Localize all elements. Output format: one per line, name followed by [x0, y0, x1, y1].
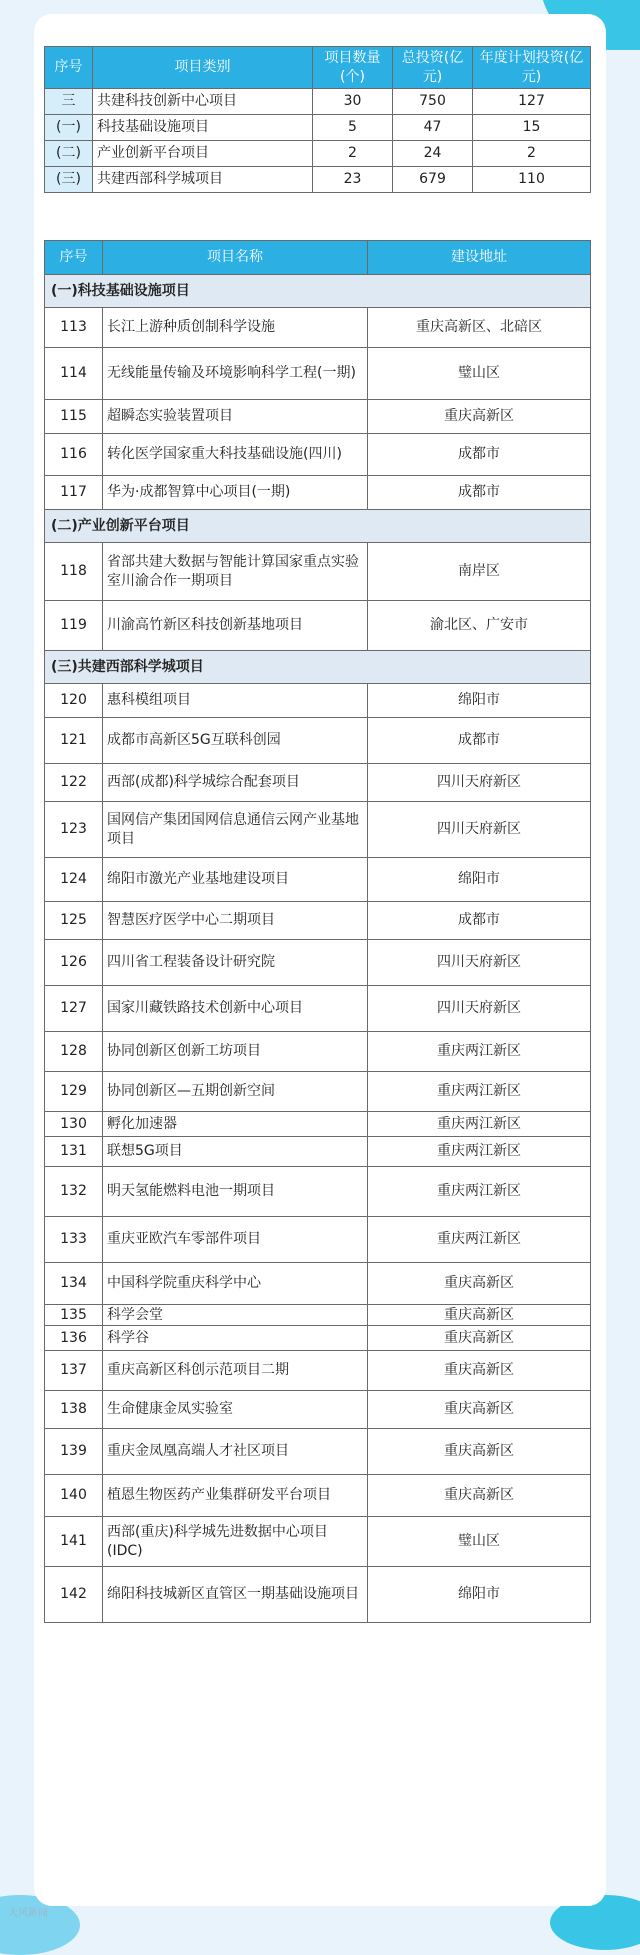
table-row	[45, 858, 591, 902]
table-row	[45, 1217, 591, 1263]
project-location: 重庆高新区	[368, 1326, 591, 1351]
project-location: 四川天府新区	[368, 802, 591, 858]
project-location: 重庆两江新区	[368, 1032, 591, 1072]
project-name: 绵阳市激光产业基地建设项目	[103, 858, 368, 902]
project-location: 绵阳市	[368, 858, 591, 902]
project-location: 重庆两江新区	[368, 1072, 591, 1112]
table-row	[45, 543, 591, 601]
table-row	[45, 684, 591, 718]
project-name: 川渝高竹新区科技创新基地项目	[103, 601, 368, 651]
project-name: 西部(成都)科学城综合配套项目	[103, 764, 368, 802]
table-row	[45, 1351, 591, 1391]
project-location: 重庆高新区	[368, 1475, 591, 1517]
project-name: 国家川藏铁路技术创新中心项目	[103, 986, 368, 1032]
project-name: 明天氢能燃料电池一期项目	[103, 1167, 368, 1217]
category-cell: 共建西部科学城项目	[93, 167, 313, 193]
table-row	[45, 1517, 591, 1567]
project-location: 四川天府新区	[368, 940, 591, 986]
project-table	[44, 240, 591, 1623]
project-location: 成都市	[368, 902, 591, 940]
table-row	[45, 348, 591, 400]
project-name: 孵化加速器	[103, 1112, 368, 1137]
project-number: 142	[45, 1567, 103, 1623]
project-location: 重庆高新区、北碚区	[368, 308, 591, 348]
project-name: 绵阳科技城新区直管区一期基础设施项目	[103, 1567, 368, 1623]
project-header-row	[45, 241, 591, 275]
column-header: 项目数量(个)	[313, 47, 393, 89]
project-location: 重庆高新区	[368, 1263, 591, 1305]
project-number: 141	[45, 1517, 103, 1567]
column-header: 项目类别	[93, 47, 313, 89]
table-row	[45, 601, 591, 651]
project-number: 136	[45, 1326, 103, 1351]
project-name: 四川省工程装备设计研究院	[103, 940, 368, 986]
project-number: 135	[45, 1305, 103, 1326]
project-name: 智慧医疗医学中心二期项目	[103, 902, 368, 940]
project-name: 科学会堂	[103, 1305, 368, 1326]
project-number: 128	[45, 1032, 103, 1072]
project-name: 转化医学国家重大科技基础设施(四川)	[103, 434, 368, 476]
project-number: 113	[45, 308, 103, 348]
total-investment-cell: 679	[393, 167, 473, 193]
project-number: 133	[45, 1217, 103, 1263]
project-name: 联想5G项目	[103, 1137, 368, 1167]
project-number: 129	[45, 1072, 103, 1112]
section-title: (二)产业创新平台项目	[45, 510, 591, 543]
total-investment-cell: 24	[393, 141, 473, 167]
project-name: 西部(重庆)科学城先进数据中心项目(IDC)	[103, 1517, 368, 1567]
count-cell: 30	[313, 89, 393, 115]
content-card	[34, 14, 606, 1906]
section-header-row	[45, 275, 591, 308]
table-row	[45, 141, 591, 167]
project-number: 134	[45, 1263, 103, 1305]
table-row	[45, 1391, 591, 1429]
project-number: 123	[45, 802, 103, 858]
project-name: 植恩生物医药产业集群研发平台项目	[103, 1475, 368, 1517]
watermark-logo: 大风新闻	[8, 1908, 48, 1919]
table-row	[45, 400, 591, 434]
project-number: 121	[45, 718, 103, 764]
project-name: 重庆高新区科创示范项目二期	[103, 1351, 368, 1391]
section-header-row	[45, 510, 591, 543]
table-row	[45, 1263, 591, 1305]
table-row	[45, 89, 591, 115]
project-location: 重庆两江新区	[368, 1167, 591, 1217]
project-number: 118	[45, 543, 103, 601]
table-row	[45, 1429, 591, 1475]
project-name: 国网信产集团国网信息通信云网产业基地项目	[103, 802, 368, 858]
table-row	[45, 1032, 591, 1072]
project-number: 115	[45, 400, 103, 434]
project-number: 116	[45, 434, 103, 476]
project-name: 生命健康金凤实验室	[103, 1391, 368, 1429]
project-number: 125	[45, 902, 103, 940]
column-header: 项目名称	[103, 241, 368, 275]
project-name: 无线能量传输及环境影响科学工程(一期)	[103, 348, 368, 400]
row-index: (二)	[45, 141, 93, 167]
project-location: 重庆高新区	[368, 1305, 591, 1326]
annual-investment-cell: 15	[473, 115, 591, 141]
table-row	[45, 115, 591, 141]
project-location: 璧山区	[368, 1517, 591, 1567]
project-number: 124	[45, 858, 103, 902]
total-investment-cell: 47	[393, 115, 473, 141]
section-title: (三)共建西部科学城项目	[45, 651, 591, 684]
total-investment-cell: 750	[393, 89, 473, 115]
table-row	[45, 1305, 591, 1326]
row-index: 三	[45, 89, 93, 115]
table-row	[45, 1326, 591, 1351]
project-location: 重庆两江新区	[368, 1112, 591, 1137]
annual-investment-cell: 2	[473, 141, 591, 167]
project-number: 132	[45, 1167, 103, 1217]
section-title: (一)科技基础设施项目	[45, 275, 591, 308]
column-header: 年度计划投资(亿元)	[473, 47, 591, 89]
section-header-row	[45, 651, 591, 684]
project-location: 重庆高新区	[368, 1351, 591, 1391]
annual-investment-cell: 127	[473, 89, 591, 115]
project-number: 139	[45, 1429, 103, 1475]
project-location: 重庆两江新区	[368, 1137, 591, 1167]
project-name: 省部共建大数据与智能计算国家重点实验室川渝合作一期项目	[103, 543, 368, 601]
project-location: 成都市	[368, 476, 591, 510]
project-name: 科学谷	[103, 1326, 368, 1351]
project-name: 成都市高新区5G互联科创园	[103, 718, 368, 764]
project-location: 成都市	[368, 718, 591, 764]
summary-table	[44, 46, 591, 193]
project-number: 127	[45, 986, 103, 1032]
table-row	[45, 1475, 591, 1517]
table-row	[45, 1567, 591, 1623]
project-name: 重庆亚欧汽车零部件项目	[103, 1217, 368, 1263]
project-name: 协同创新区创新工坊项目	[103, 1032, 368, 1072]
project-name: 重庆金凤凰高端人才社区项目	[103, 1429, 368, 1475]
project-number: 137	[45, 1351, 103, 1391]
project-number: 122	[45, 764, 103, 802]
category-cell: 产业创新平台项目	[93, 141, 313, 167]
table-row	[45, 986, 591, 1032]
table-row	[45, 308, 591, 348]
project-location: 重庆高新区	[368, 1391, 591, 1429]
project-location: 重庆两江新区	[368, 1217, 591, 1263]
project-location: 重庆高新区	[368, 400, 591, 434]
table-row	[45, 1167, 591, 1217]
row-index: (一)	[45, 115, 93, 141]
table-row	[45, 1112, 591, 1137]
table-row	[45, 718, 591, 764]
table-row	[45, 167, 591, 193]
table-row	[45, 434, 591, 476]
project-name: 协同创新区—五期创新空间	[103, 1072, 368, 1112]
project-name: 中国科学院重庆科学中心	[103, 1263, 368, 1305]
column-header: 建设地址	[368, 241, 591, 275]
count-cell: 23	[313, 167, 393, 193]
project-number: 114	[45, 348, 103, 400]
project-number: 138	[45, 1391, 103, 1429]
summary-header-row	[45, 47, 591, 89]
project-location: 绵阳市	[368, 1567, 591, 1623]
table-row	[45, 940, 591, 986]
annual-investment-cell: 110	[473, 167, 591, 193]
project-number: 140	[45, 1475, 103, 1517]
count-cell: 2	[313, 141, 393, 167]
category-cell: 共建科技创新中心项目	[93, 89, 313, 115]
table-row	[45, 764, 591, 802]
project-location: 四川天府新区	[368, 986, 591, 1032]
table-row	[45, 1137, 591, 1167]
table-row	[45, 476, 591, 510]
table-row	[45, 802, 591, 858]
project-number: 119	[45, 601, 103, 651]
project-location: 渝北区、广安市	[368, 601, 591, 651]
project-name: 华为·成都智算中心项目(一期)	[103, 476, 368, 510]
category-cell: 科技基础设施项目	[93, 115, 313, 141]
project-number: 130	[45, 1112, 103, 1137]
project-location: 璧山区	[368, 348, 591, 400]
column-header: 序号	[45, 241, 103, 275]
project-name: 超瞬态实验装置项目	[103, 400, 368, 434]
project-location: 绵阳市	[368, 684, 591, 718]
row-index: (三)	[45, 167, 93, 193]
column-header: 总投资(亿元)	[393, 47, 473, 89]
project-number: 131	[45, 1137, 103, 1167]
project-location: 四川天府新区	[368, 764, 591, 802]
project-name: 惠科模组项目	[103, 684, 368, 718]
count-cell: 5	[313, 115, 393, 141]
project-location: 成都市	[368, 434, 591, 476]
project-number: 120	[45, 684, 103, 718]
column-header: 序号	[45, 47, 93, 89]
project-number: 126	[45, 940, 103, 986]
project-name: 长江上游种质创制科学设施	[103, 308, 368, 348]
project-number: 117	[45, 476, 103, 510]
project-location: 南岸区	[368, 543, 591, 601]
table-row	[45, 1072, 591, 1112]
project-location: 重庆高新区	[368, 1429, 591, 1475]
table-row	[45, 902, 591, 940]
